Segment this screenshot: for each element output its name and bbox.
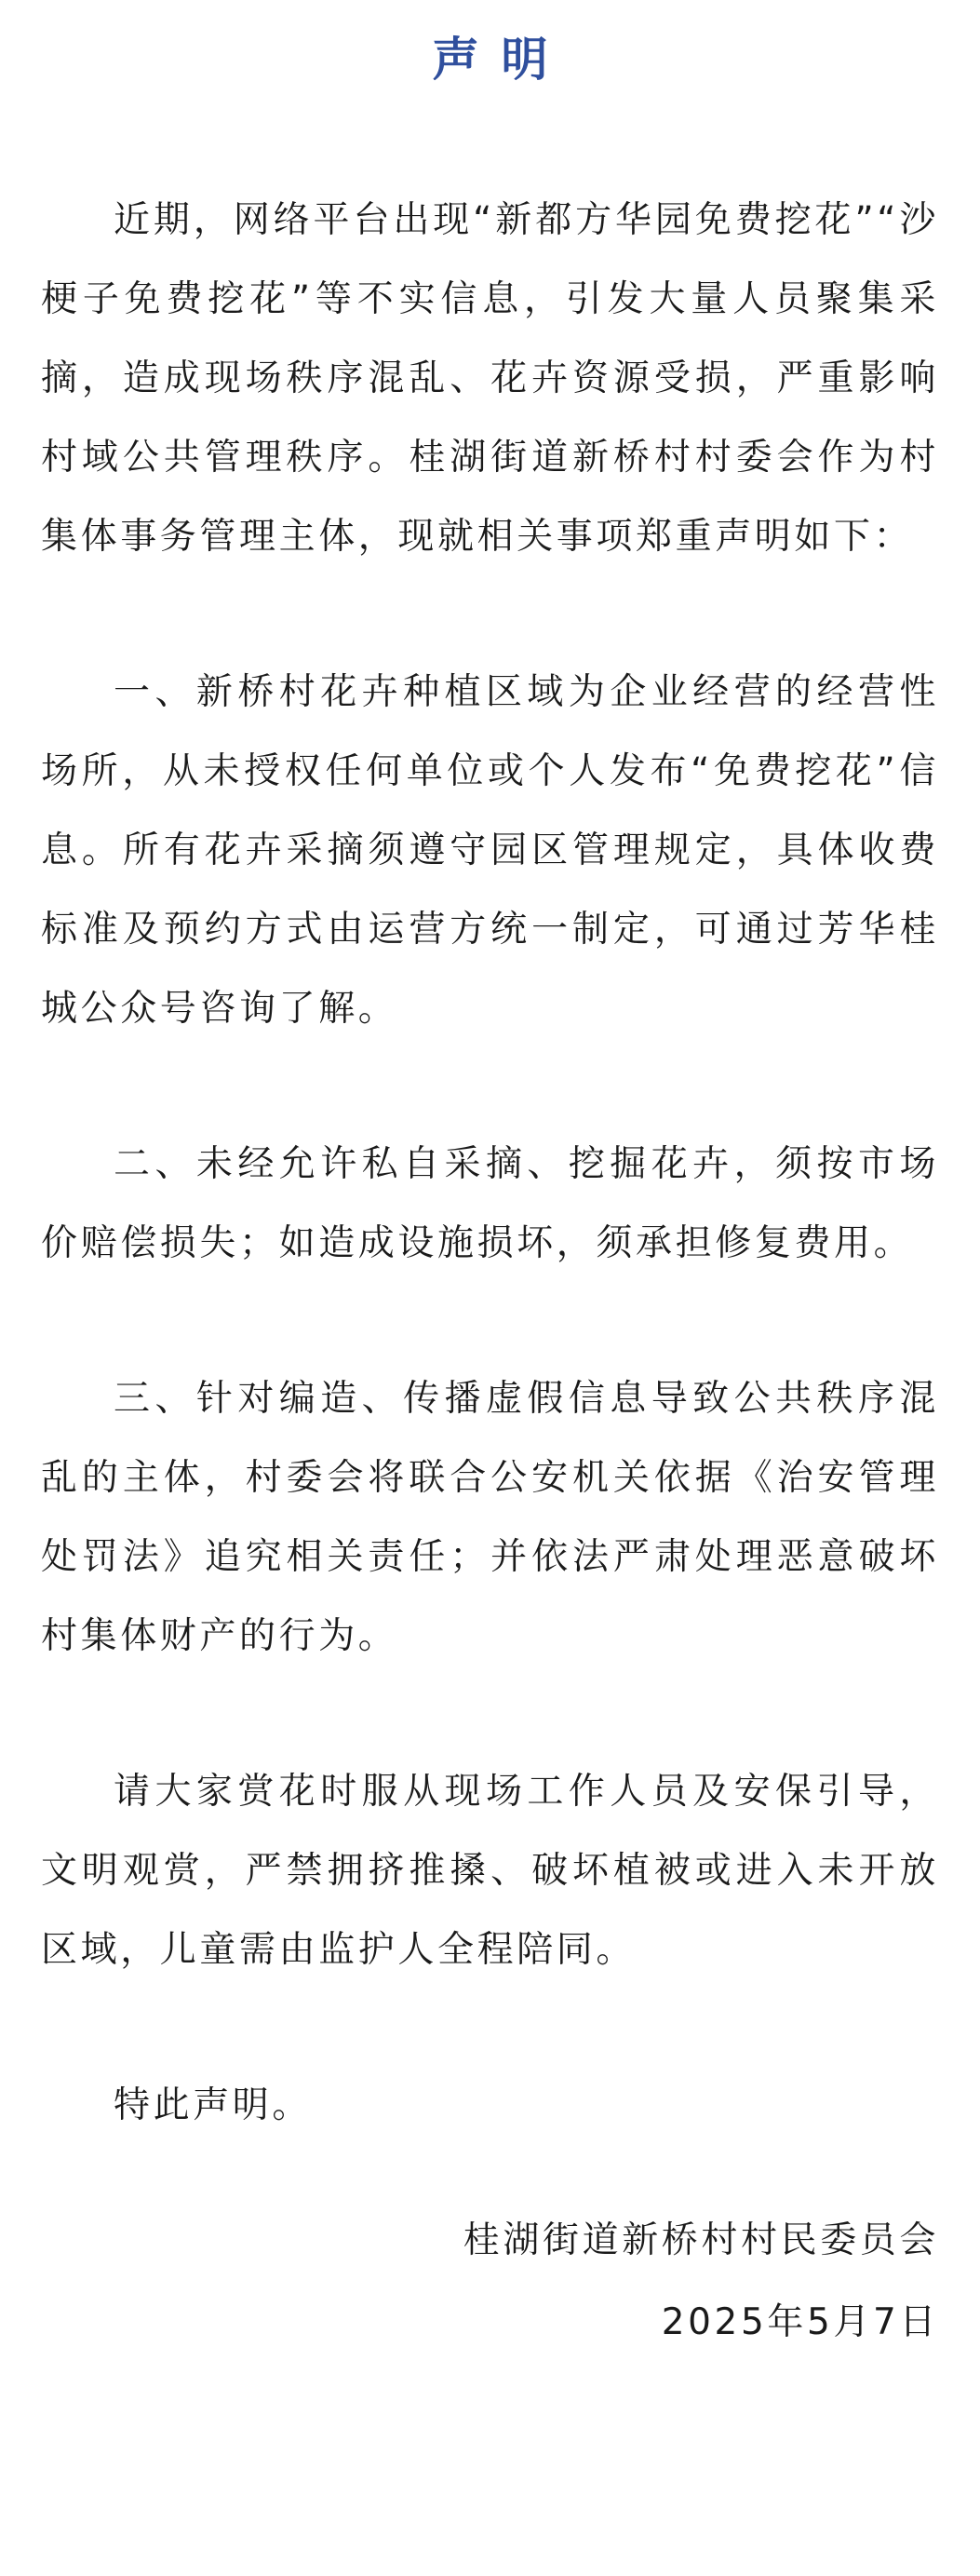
closing-line: 特此声明。 (114, 2084, 313, 2126)
issue-date: 2025年5月7日 (661, 2301, 939, 2343)
paragraph-item-2: 二、未经允许私自采摘、挖掘花卉，须按市场价赔偿损失；如造成设施损坏，须承担修复费用。 (41, 1143, 939, 1264)
document-title: 声明 (432, 33, 571, 87)
paragraph-reminder: 请大家赏花时服从现场工作人员及安保引导，文明观赏，严禁拥挤推搡、破坏植被或进入未开放区域，儿童需由监护人全程陪同。 (41, 1771, 939, 1971)
paragraph-item-3: 三、针对编造、传播虚假信息导致公共秩序混乱的主体，村委会将联合公安机关依据《治安管理处罚法》追究相关责任；并依法严肃处理恶意破坏村集体财产的行为。 (41, 1378, 939, 1657)
paragraph-intro: 近期，网络平台出现“新都方华园免费挖花”“沙梗子免费挖花”等不实信息，引发大量人员聚集采摘，造成现场秩序混乱、花卉资源受损，严重影响村域公共管理秩序。桂湖街道新桥村村委会作为村集体事务管理主体，现就相关事项郑重声明如下： (41, 199, 939, 558)
signature-issuer: 桂湖街道新桥村村民委员会 (463, 2219, 939, 2261)
paragraph-item-1: 一、新桥村花卉种植区域为企业经营的经营性场所，从未授权任何单位或个人发布“免费挖花”信息。所有花卉采摘须遵守园区管理规定，具体收费标准及预约方式由运营方统一制定，可通过芳华桂城公众号咨询了解。 (41, 671, 939, 1030)
